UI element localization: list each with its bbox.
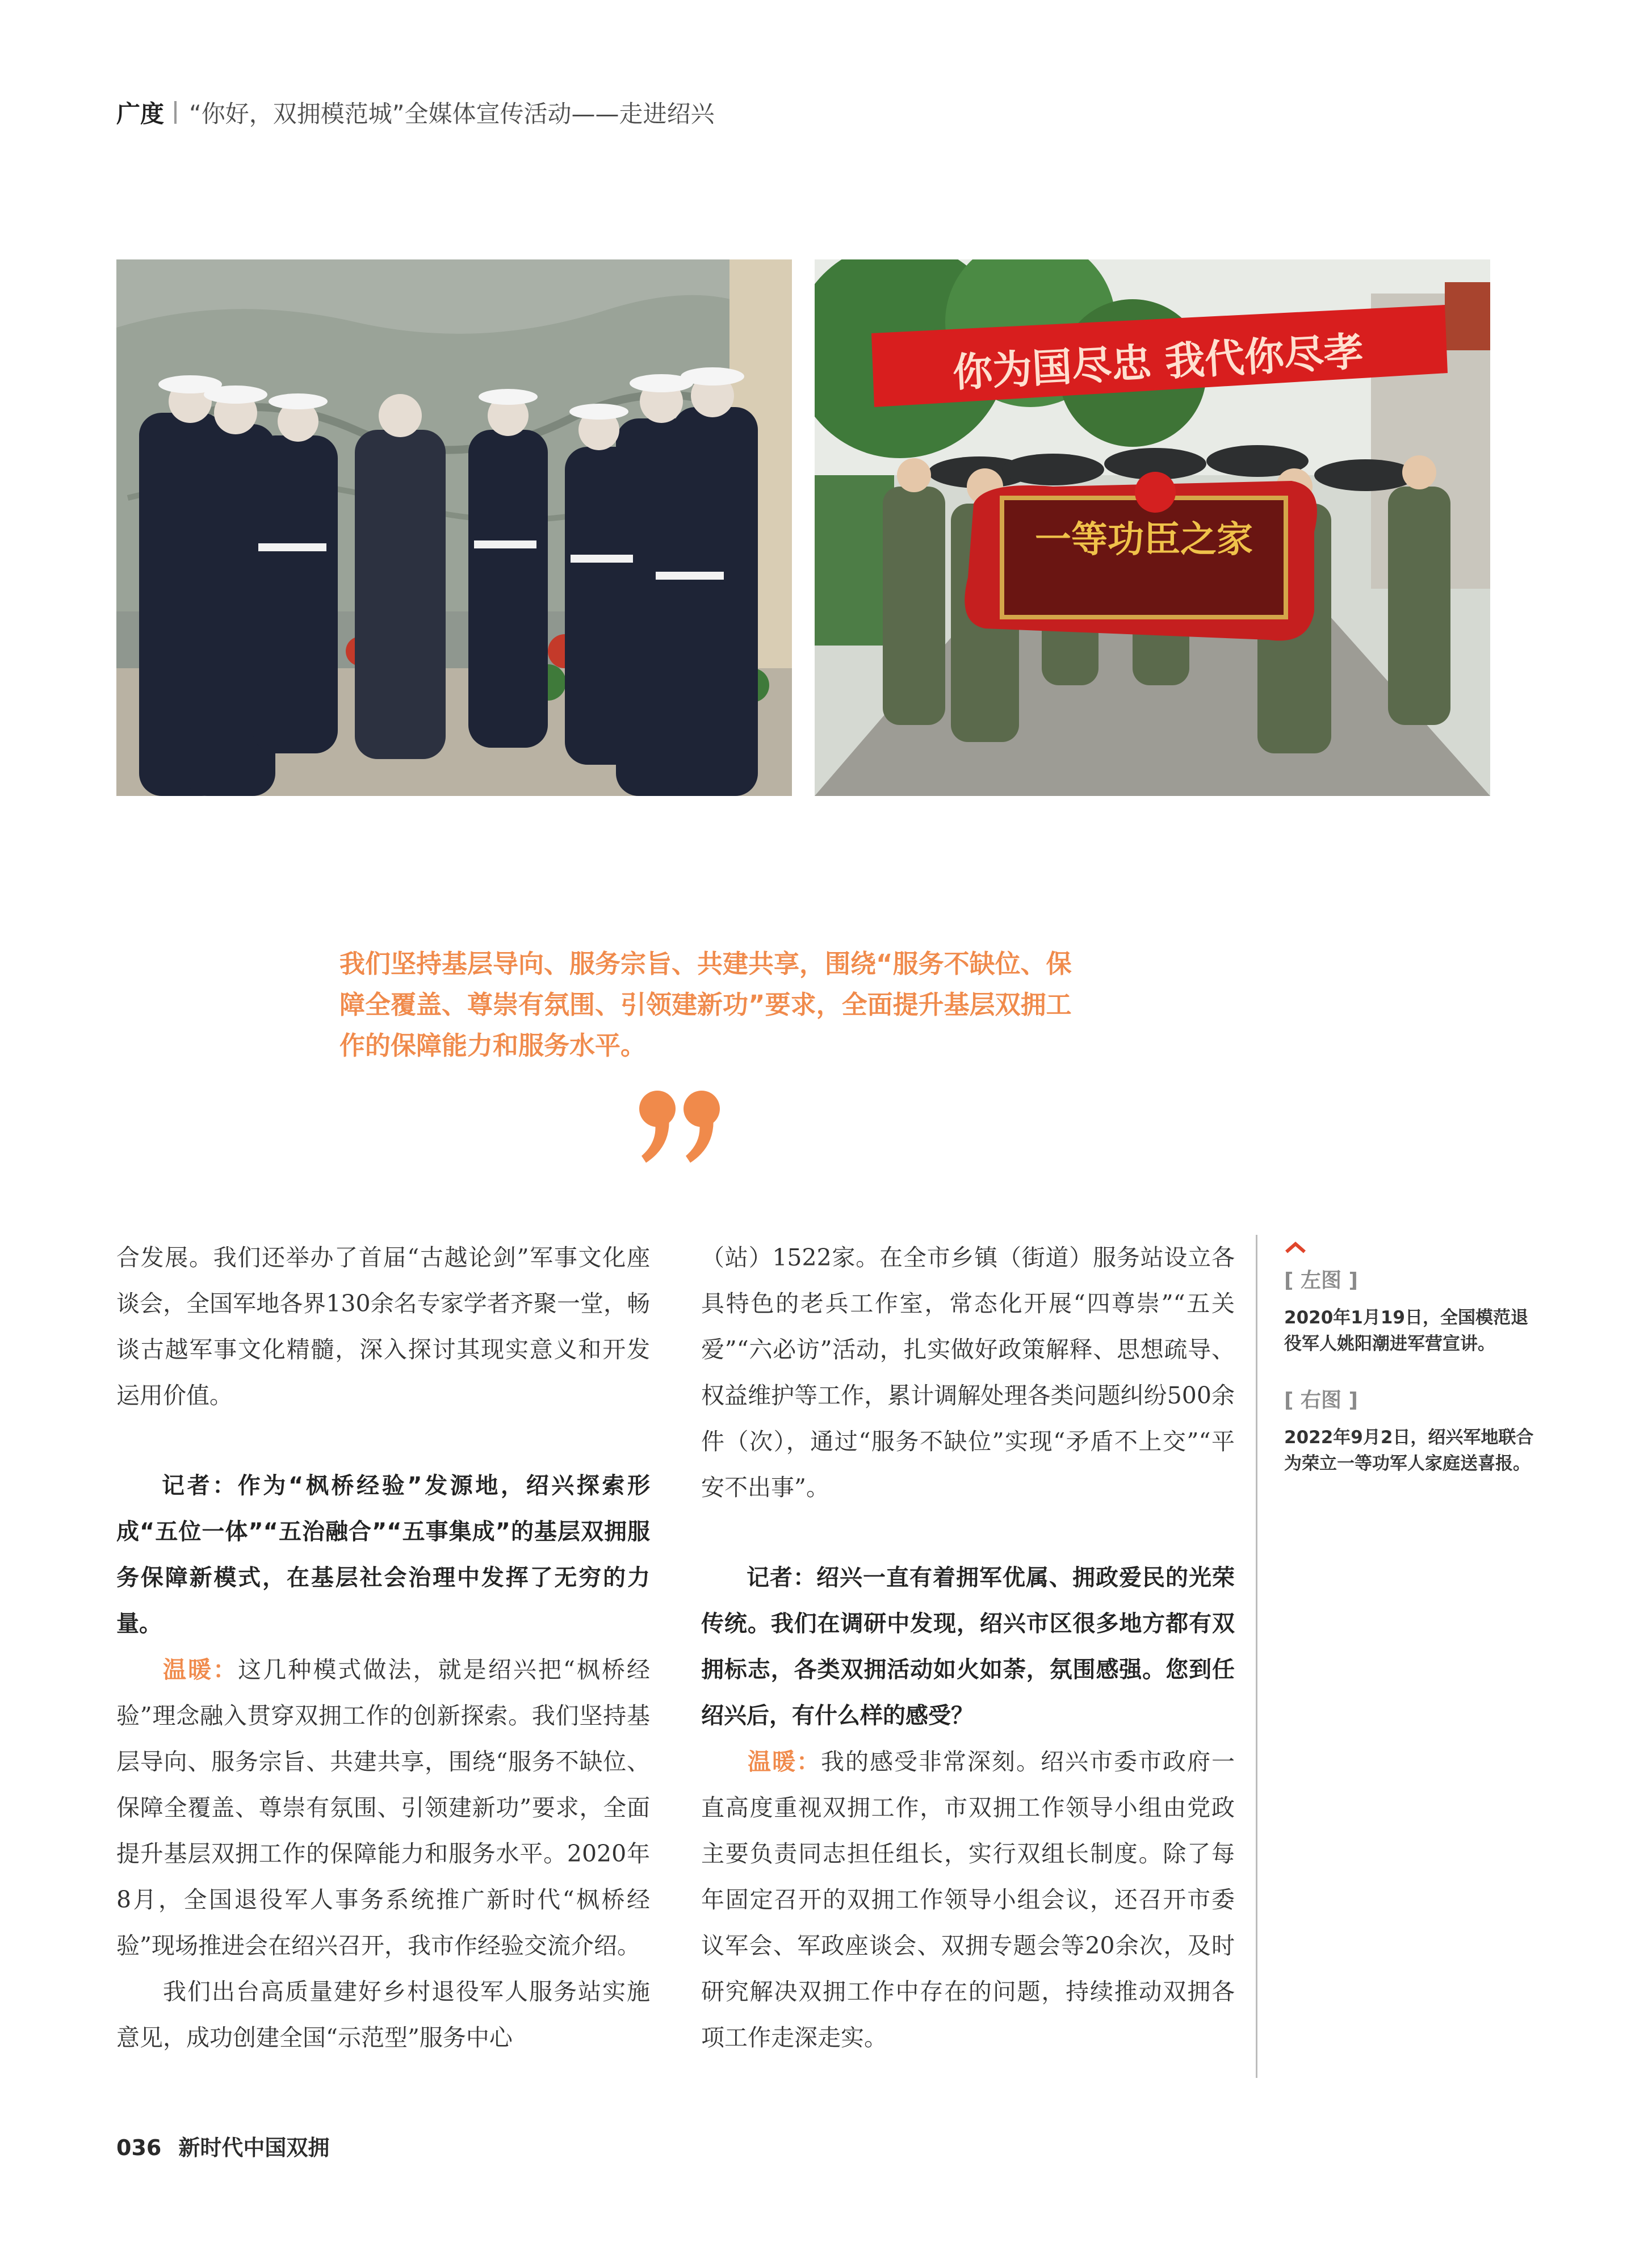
photo-left-image [116, 259, 792, 796]
paragraph: （站）1522家。在全市乡镇（街道）服务站设立各具特色的老兵工作室，常态化开展“四尊崇”“五关爱”“六必访”活动，扎实做好政策解释、思想疏导、权益维护等工作，累计调解处理各类问题纠纷500余件（次），通过“服务不缺位”实现“矛盾不上交”“平安不出事”。 [701, 1244, 1235, 1501]
caption-right-tag: [ 右图 ] [1284, 1389, 1358, 1412]
paragraph: 合发展。我们还举办了首届“古越论剑”军事文化座谈会，全国军地各界130余名专家学者齐聚一堂，畅谈古越军事文化精髓，深入探讨其现实意义和开发运用价值。 [116, 1244, 650, 1409]
speaker-label: 温暖： [748, 1748, 821, 1775]
page-footer [116, 2130, 329, 2161]
caption-left-text: 2020年1月19日，全国模范退役军人姚阳潮进军营宣讲。 [1284, 1308, 1528, 1354]
paragraph: 我们出台高质量建好乡村退役军人服务站实施意见，成功创建全国“示范型”服务中心 [116, 1978, 650, 2051]
section-label: 广度 [116, 100, 165, 128]
column-rule [1256, 1235, 1257, 2078]
running-header [116, 95, 715, 129]
answer [701, 1739, 1235, 2061]
page-number: 036 [116, 2135, 162, 2160]
caret-up-icon [1284, 1241, 1307, 1254]
header-divider [174, 101, 177, 124]
body-column-2 [701, 1235, 1235, 2061]
body-column-1 [116, 1235, 650, 2061]
photo-right [815, 259, 1490, 796]
banner-text: 你为国尽忠 我代你尽孝 [951, 328, 1365, 396]
photo-right-image [815, 259, 1490, 796]
speaker-label: 温暖： [163, 1656, 238, 1683]
caption-left-tag: [ 左图 ] [1284, 1269, 1358, 1292]
photo-captions [1284, 1241, 1534, 1477]
plaque-text: 一等功臣之家 [1035, 518, 1253, 561]
answer-text: 这几种模式做法，就是绍兴把“枫桥经验”理念融入贯穿双拥工作的创新探索。我们坚持基层导向、服务宗旨、共建共享，围绕“服务不缺位、保障全覆盖、尊崇有氛围、引领建新功”要求，全面提升基层双拥工作的保障能力和服务水平。2020年8月，全国退役军人事务系统推广新时代“枫桥经验”现场推进会在绍兴召开，我市作经验交流介绍。 [116, 1656, 650, 1959]
header-title: “你好，双拥模范城”全媒体宣传活动——走进绍兴 [189, 100, 715, 128]
question: 记者：绍兴一直有着拥军优属、拥政爱民的光荣传统。我们在调研中发现，绍兴市区很多地方都有双拥标志，各类双拥活动如火如荼，氛围感强。您到任绍兴后，有什么样的感受？ [701, 1565, 1235, 1729]
publication-name: 新时代中国双拥 [178, 2135, 330, 2160]
plaque [965, 472, 1317, 640]
question: 记者：作为“枫桥经验”发源地，绍兴探索形成“五位一体”“五治融合”“五事集成”的基层双拥服务保障新模式，在基层社会治理中发挥了无穷的力量。 [116, 1473, 650, 1637]
closing-quote-icon [635, 1083, 726, 1174]
answer-text: 我的感受非常深刻。绍兴市委市政府一直高度重视双拥工作，市双拥工作领导小组由党政主要负责同志担任组长，实行双组长制度。除了每年固定召开的双拥工作领导小组会议，还召开市委议军会、军政座谈会、双拥专题会等20余次，及时研究解决双拥工作中存在的问题，持续推动双拥各项工作走深走实。 [701, 1748, 1235, 2051]
answer [116, 1647, 650, 1969]
photo-left [116, 259, 792, 796]
pull-quote: 我们坚持基层导向、服务宗旨、共建共享，围绕“服务不缺位、保障全覆盖、尊崇有氛围、引领建新功”要求，全面提升基层双拥工作的保障能力和服务水平。 [339, 949, 1072, 1061]
caption-right-text: 2022年9月2日，绍兴军地联合为荣立一等功军人家庭送喜报。 [1284, 1427, 1534, 1474]
